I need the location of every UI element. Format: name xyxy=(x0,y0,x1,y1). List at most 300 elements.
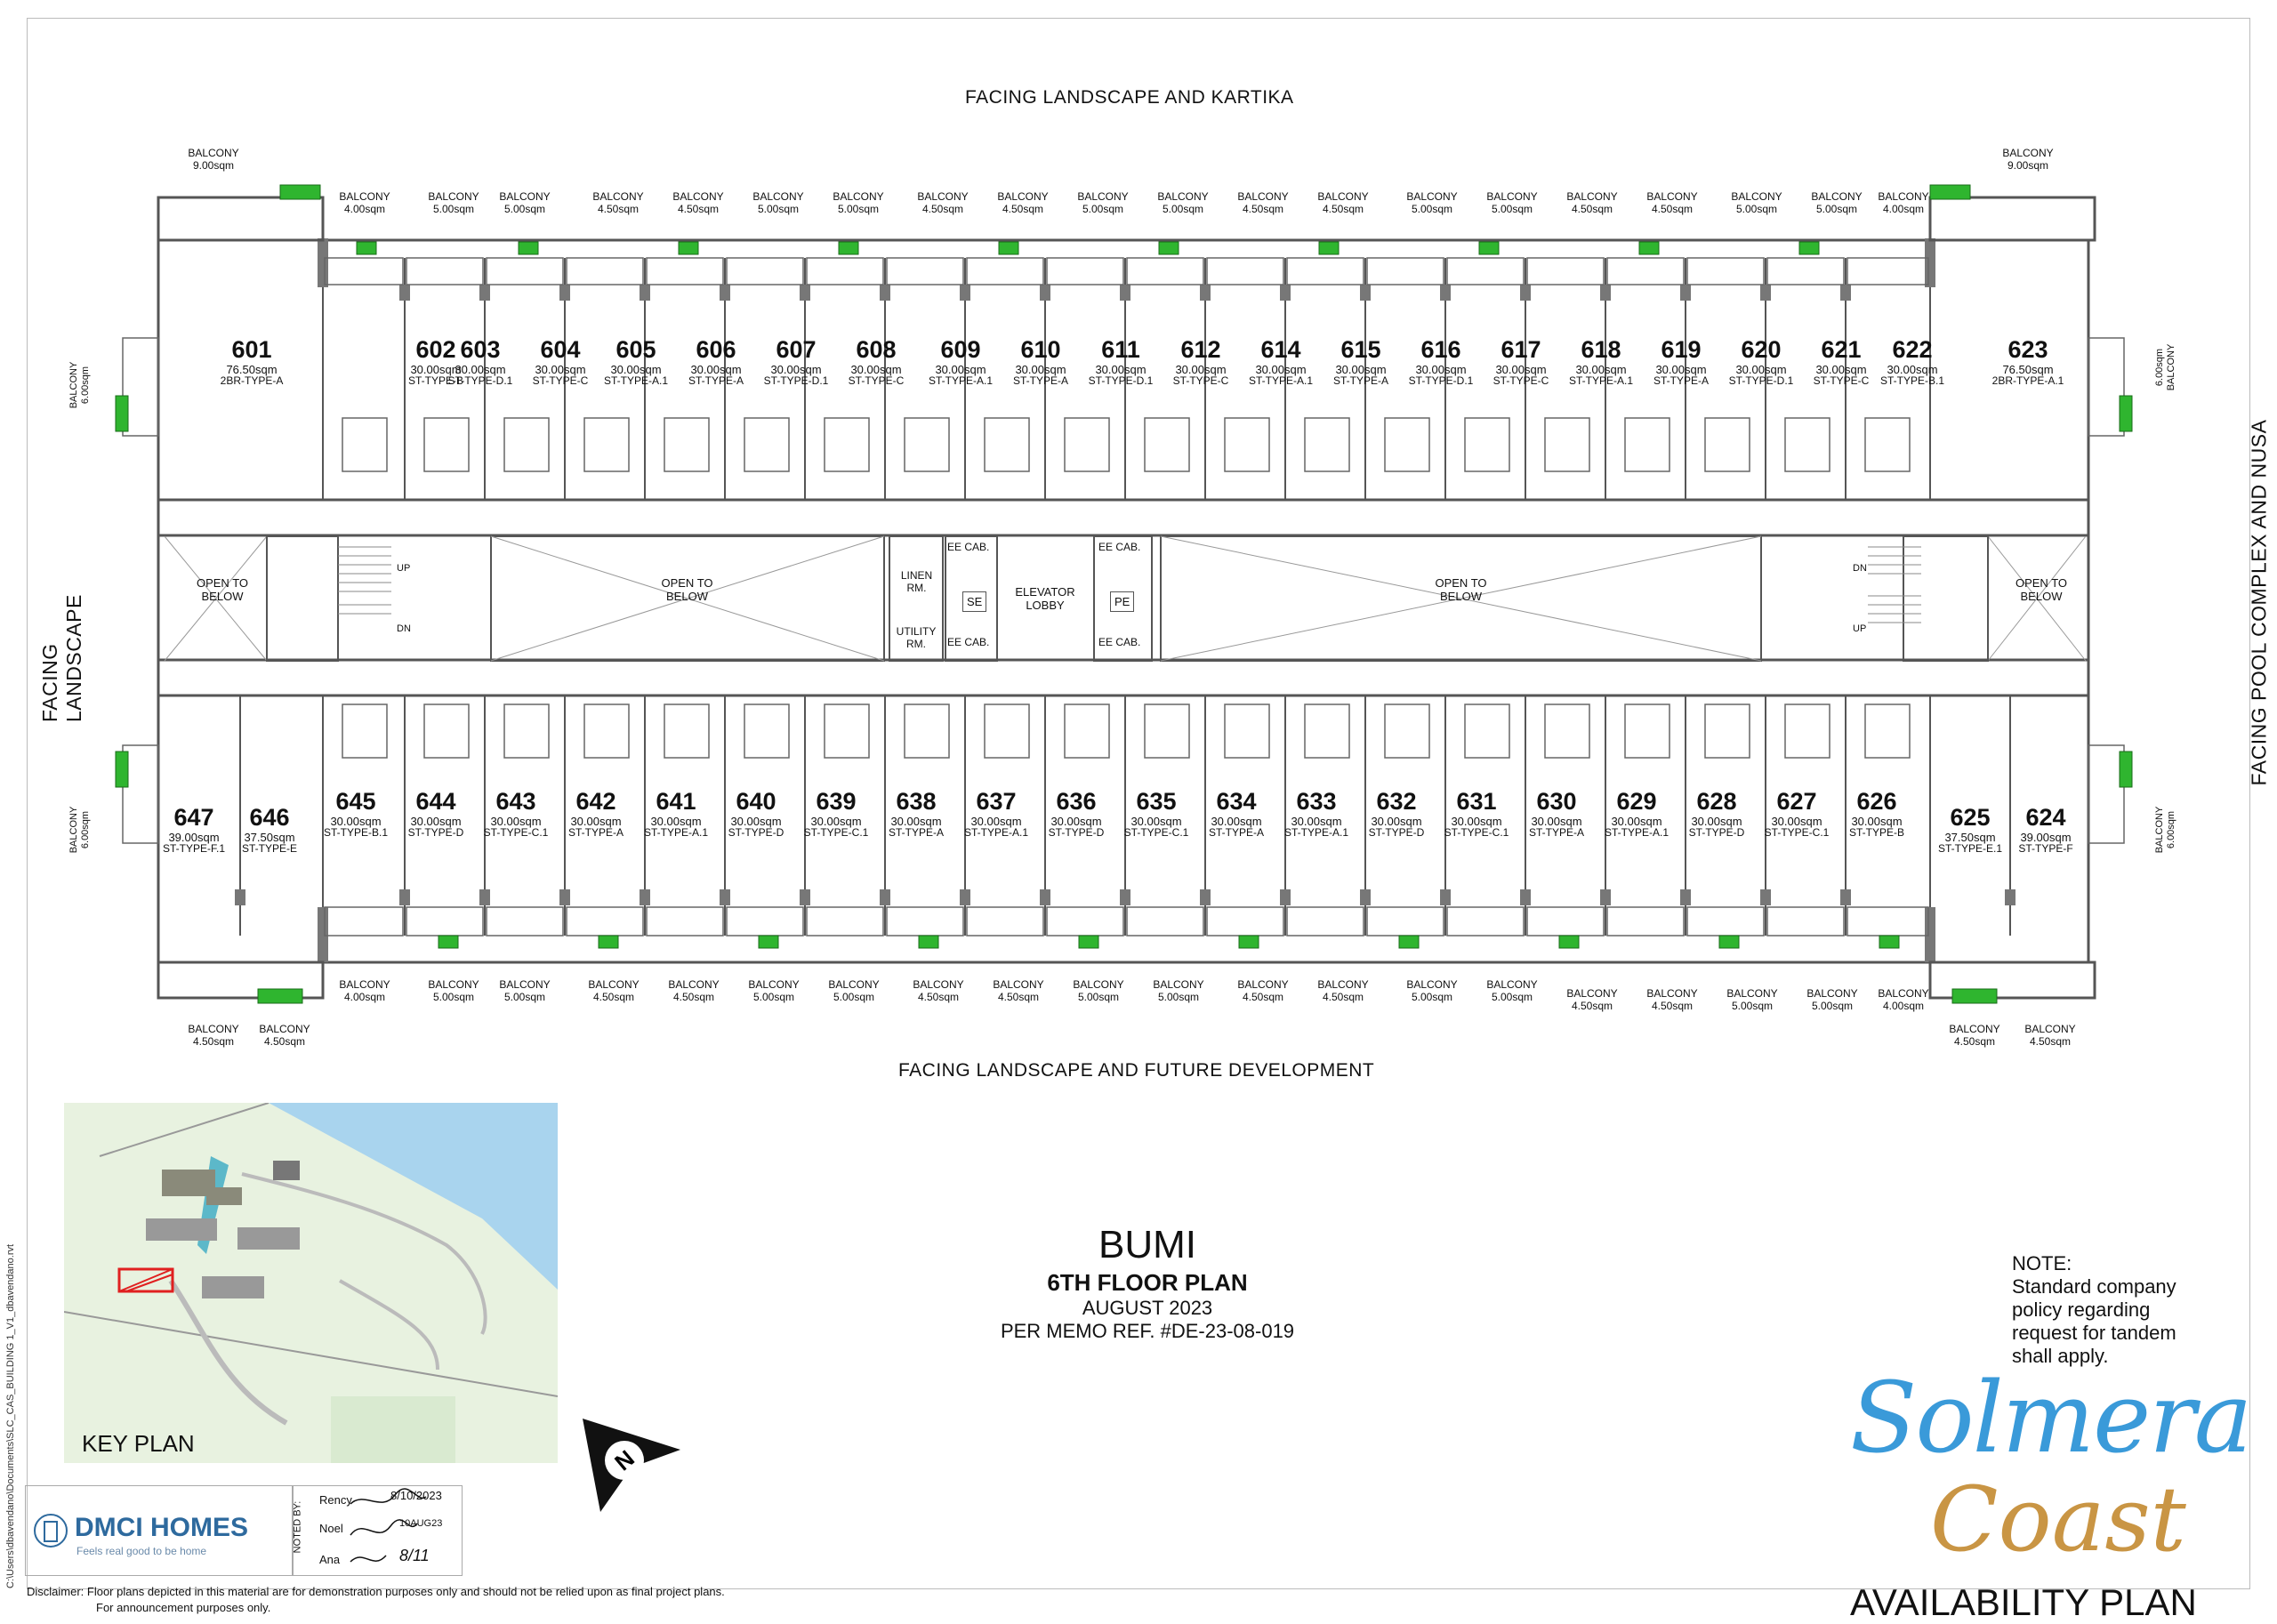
balcony-word: BALCONY xyxy=(2024,1023,2076,1035)
column xyxy=(479,889,490,905)
unit-number: 623 xyxy=(2007,336,2048,363)
utility-room-label: UTILITY RM. xyxy=(896,625,937,650)
unit-number: 647 xyxy=(173,804,214,831)
balcony-word: BALCONY xyxy=(1153,978,1204,991)
balcony-outline xyxy=(887,907,963,936)
ee-cab-4: EE CAB. xyxy=(1098,636,1141,648)
unit-type: ST-TYPE-D.1 xyxy=(1728,374,1794,387)
balcony-area: 5.00sqm xyxy=(837,203,880,215)
toilet-block xyxy=(1545,418,1589,471)
balcony-outline xyxy=(1767,907,1844,936)
balcony-outline xyxy=(487,907,563,936)
balcony-outline xyxy=(1687,907,1764,936)
balcony-area: 5.00sqm xyxy=(1162,203,1204,215)
unit-type: ST-TYPE-A xyxy=(1332,374,1388,387)
column xyxy=(720,889,730,905)
toilet-block xyxy=(1865,704,1910,758)
balcony-outline xyxy=(1607,907,1684,936)
unit-type: ST-TYPE-A xyxy=(1528,826,1584,839)
column xyxy=(1600,285,1611,301)
unit-type: ST-TYPE-A.1 xyxy=(643,826,709,839)
toilet-block xyxy=(504,418,549,471)
column xyxy=(1760,889,1771,905)
balcony-left-top-label: BALCONY 6.00sqm xyxy=(68,361,91,409)
unit-type: ST-TYPE-C.1 xyxy=(1123,826,1189,839)
balcony-area: 5.00sqm xyxy=(1411,991,1453,1003)
toilet-block xyxy=(584,418,629,471)
planter xyxy=(1719,936,1739,948)
unit-number: 617 xyxy=(1501,336,1541,363)
balcony-word: BALCONY xyxy=(1317,978,1369,991)
column xyxy=(640,889,650,905)
unit-area: 30.00sqm xyxy=(1771,815,1822,828)
unit-number: 616 xyxy=(1420,336,1461,363)
planter xyxy=(1159,242,1179,254)
balcony-area: 5.00sqm xyxy=(1491,991,1533,1003)
balcony-label xyxy=(1868,190,1939,215)
balcony-word: BALCONY xyxy=(1077,190,1129,203)
balcony-label xyxy=(418,190,489,215)
balcony-area: 4.50sqm xyxy=(192,1035,235,1048)
balcony-word: BALCONY xyxy=(428,978,479,991)
elevator-lobby-label: ELEVATOR LOBBY xyxy=(1015,585,1075,612)
unit-number: 610 xyxy=(1020,336,1061,363)
balcony-area: 4.50sqm xyxy=(917,991,960,1003)
title-block xyxy=(925,1223,1370,1343)
ee-cab-2: EE CAB. xyxy=(947,636,990,648)
balcony-area: 5.00sqm xyxy=(503,203,546,215)
coast-logo: Coast xyxy=(1930,1467,2186,1572)
toilet-block xyxy=(664,704,709,758)
toilet-block xyxy=(744,418,789,471)
balcony-word: BALCONY xyxy=(1406,190,1458,203)
dmci-logo-icon xyxy=(33,1513,68,1548)
column xyxy=(960,285,970,301)
balcony-label xyxy=(987,190,1058,215)
balcony-outline xyxy=(967,258,1043,285)
balcony-outline xyxy=(967,907,1043,936)
unit-type: ST-TYPE-A xyxy=(567,826,624,839)
balcony-label xyxy=(1067,190,1138,215)
balcony-word: BALCONY xyxy=(668,978,720,991)
unit-area: 30.00sqm xyxy=(1211,815,1262,828)
toilet-block xyxy=(342,704,387,758)
column xyxy=(559,889,570,905)
toilet-block xyxy=(1465,704,1509,758)
unit-area: 30.00sqm xyxy=(1575,363,1627,376)
unit-type: ST-TYPE-A xyxy=(1208,826,1264,839)
unit-area: 30.00sqm xyxy=(1851,815,1903,828)
unit-area: 76.50sqm xyxy=(226,363,278,376)
unit-number: 614 xyxy=(1260,336,1301,363)
unit-area: 30.00sqm xyxy=(455,363,506,376)
unit-type: ST-TYPE-A.1 xyxy=(603,374,669,387)
unit-number: 604 xyxy=(540,336,581,363)
dmci-name: DMCI HOMES xyxy=(75,1513,248,1542)
unit-area: 30.00sqm xyxy=(410,815,462,828)
column xyxy=(1120,285,1130,301)
ee-cab-3: EE CAB. xyxy=(1098,541,1141,553)
balcony-area: 9.00sqm xyxy=(192,159,235,172)
column xyxy=(479,285,490,301)
unit-area: 30.00sqm xyxy=(970,815,1022,828)
unit-type: ST-TYPE-A xyxy=(688,374,744,387)
balcony-outline xyxy=(1287,258,1364,285)
balcony-outline xyxy=(1847,258,1928,285)
column xyxy=(1680,285,1691,301)
facing-right-label: FACING POOL COMPLEX AND NUSA xyxy=(2247,419,2271,786)
toilet-block xyxy=(985,418,1029,471)
column xyxy=(800,285,810,301)
site-map xyxy=(64,1103,558,1463)
balcony-outline xyxy=(1847,907,1928,936)
balcony-outline xyxy=(487,258,563,285)
toilet-block xyxy=(1465,418,1509,471)
toilet-block xyxy=(1785,418,1830,471)
balcony-word: BALCONY xyxy=(1237,978,1289,991)
unit-number: 638 xyxy=(896,788,937,815)
balcony-area: 5.00sqm xyxy=(1157,991,1200,1003)
unit-area: 30.00sqm xyxy=(1611,815,1662,828)
signoff-block xyxy=(292,1485,463,1576)
toilet-block xyxy=(504,704,549,758)
balcony-label xyxy=(1063,978,1134,1003)
unit-number: 602 xyxy=(415,336,456,363)
planter xyxy=(759,936,778,948)
balcony-label xyxy=(743,190,814,215)
stair-up-right: UP xyxy=(1853,623,1867,634)
dmci-block xyxy=(25,1485,294,1576)
toilet-block xyxy=(664,418,709,471)
balcony-word: BALCONY xyxy=(1806,987,1858,1000)
balcony-label xyxy=(1143,978,1214,1003)
balcony-word: BALCONY xyxy=(1878,987,1929,1000)
solmera-logo: Solmera xyxy=(1850,1361,2251,1475)
balcony-outline xyxy=(325,907,403,936)
balcony-area: 9.00sqm xyxy=(2007,159,2049,172)
planter xyxy=(1079,936,1098,948)
unit-number: 637 xyxy=(976,788,1017,815)
planter xyxy=(1559,936,1579,948)
unit-type: ST-TYPE-C xyxy=(1172,374,1229,387)
toilet-block xyxy=(1625,704,1670,758)
toilet-block xyxy=(1145,704,1189,758)
balcony-area: 5.00sqm xyxy=(752,991,795,1003)
balcony-label xyxy=(818,978,889,1003)
balcony-label xyxy=(1868,987,1939,1012)
balcony-label xyxy=(1557,987,1628,1012)
unit-number: 633 xyxy=(1296,788,1337,815)
balcony-label xyxy=(1721,190,1792,215)
balcony-outline xyxy=(887,258,963,285)
balcony-outline xyxy=(647,258,723,285)
toilet-block xyxy=(1305,418,1349,471)
unit-area: 30.00sqm xyxy=(1050,815,1102,828)
unit-type: ST-TYPE-D xyxy=(728,826,784,839)
balcony-outline xyxy=(1527,907,1604,936)
unit-type: ST-TYPE-B xyxy=(407,374,463,387)
toilet-block xyxy=(905,704,949,758)
balcony-word: BALCONY xyxy=(1566,987,1618,1000)
unit-area: 30.00sqm xyxy=(1451,815,1502,828)
balcony-label xyxy=(1557,190,1628,215)
unit-type: ST-TYPE-D xyxy=(407,826,464,839)
dmci-tagline: Feels real good to be home xyxy=(76,1545,207,1557)
unit-area: 30.00sqm xyxy=(850,363,902,376)
disclaimer-line: For announcement purposes only. xyxy=(96,1601,271,1614)
balcony-outline xyxy=(406,258,483,285)
balcony-label xyxy=(583,190,654,215)
column xyxy=(1840,285,1851,301)
unit-type: ST-TYPE-A.1 xyxy=(928,374,994,387)
note-heading: NOTE: xyxy=(2012,1252,2072,1274)
unit-number: 632 xyxy=(1376,788,1417,815)
balcony-word: BALCONY xyxy=(592,190,644,203)
unit-area: 76.50sqm xyxy=(2002,363,2054,376)
balcony-label xyxy=(418,978,489,1003)
balcony-area: 5.00sqm xyxy=(1731,1000,1774,1012)
balcony-label xyxy=(1476,190,1548,215)
column xyxy=(1040,285,1050,301)
unit-type: ST-TYPE-E.1 xyxy=(1937,842,2003,855)
balcony-outline xyxy=(1207,258,1283,285)
column xyxy=(1600,889,1611,905)
column xyxy=(1760,285,1771,301)
balcony-area: 5.00sqm xyxy=(1491,203,1533,215)
unit-type: ST-TYPE-D.1 xyxy=(1088,374,1154,387)
balcony-outline xyxy=(1527,258,1604,285)
unit-number: 608 xyxy=(856,336,897,363)
column xyxy=(800,889,810,905)
open-to-below-center-left: OPEN TO BELOW xyxy=(661,576,713,603)
unit-area: 37.50sqm xyxy=(1944,831,1996,844)
file-path: C:\Users\dbavendano\Documents\SLC_CAS_BUILDING 1_V1_dbavendano.rvt xyxy=(5,1243,16,1588)
signoff-date: 8/10/2023 xyxy=(390,1489,442,1502)
balcony-outline xyxy=(1447,907,1524,936)
unit-number: 609 xyxy=(940,336,981,363)
facing-top-label: FACING LANDSCAPE AND KARTIKA xyxy=(965,87,1294,108)
column xyxy=(960,889,970,905)
column xyxy=(235,889,245,905)
balcony-outline xyxy=(1047,258,1123,285)
signoff-date: 8/11 xyxy=(399,1547,430,1564)
toilet-block xyxy=(825,704,869,758)
balcony-outline xyxy=(727,258,803,285)
facing-bottom-label: FACING LANDSCAPE AND FUTURE DEVELOPMENT xyxy=(898,1060,1375,1081)
unit-type: ST-TYPE-B xyxy=(1848,826,1904,839)
balcony-label xyxy=(178,147,249,172)
column xyxy=(1840,889,1851,905)
unit-type: ST-TYPE-A.1 xyxy=(1568,374,1634,387)
building-name: BUMI xyxy=(1098,1223,1196,1266)
balcony-word: BALCONY xyxy=(259,1023,310,1035)
balcony-label xyxy=(1992,147,2064,172)
stair-dn-right: DN xyxy=(1853,563,1867,574)
balcony-left-bottom-label: BALCONY 6.00sqm xyxy=(68,806,91,854)
column xyxy=(1440,889,1451,905)
column xyxy=(559,285,570,301)
unit-type: ST-TYPE-C.1 xyxy=(1444,826,1509,839)
unit-area: 30.00sqm xyxy=(1887,363,1938,376)
balcony-word: BALCONY xyxy=(339,978,390,991)
toilet-block xyxy=(1865,418,1910,471)
balcony-outline xyxy=(1367,907,1444,936)
toilet-block xyxy=(584,704,629,758)
column xyxy=(318,907,328,962)
unit-area: 30.00sqm xyxy=(1371,815,1422,828)
balcony-label xyxy=(738,978,809,1003)
balcony-word: BALCONY xyxy=(1406,978,1458,991)
column xyxy=(1520,285,1531,301)
balcony-area: 4.00sqm xyxy=(1882,203,1925,215)
balcony-word: BALCONY xyxy=(1726,987,1778,1000)
balcony-area: 5.00sqm xyxy=(833,991,875,1003)
unit-number: 607 xyxy=(776,336,817,363)
unit-area: 37.50sqm xyxy=(244,831,295,844)
balcony-word: BALCONY xyxy=(748,978,800,991)
unit-number: 619 xyxy=(1661,336,1702,363)
column xyxy=(1925,907,1935,962)
balcony-label xyxy=(1227,978,1299,1003)
balcony-area: 4.50sqm xyxy=(1242,203,1284,215)
planter xyxy=(839,242,858,254)
disclaimer-line: Disclaimer: Floor plans depicted in this material are for demonstration purposes only and should not be relied upon as final project plans. xyxy=(27,1585,725,1598)
column xyxy=(1120,889,1130,905)
balcony-word: BALCONY xyxy=(913,978,964,991)
unit-area: 30.00sqm xyxy=(1015,363,1066,376)
balcony-word: BALCONY xyxy=(339,190,390,203)
balcony-outline xyxy=(325,258,403,285)
column xyxy=(1360,889,1371,905)
balcony-area: 5.00sqm xyxy=(1082,203,1124,215)
balcony-label xyxy=(1307,190,1379,215)
unit-number: 618 xyxy=(1581,336,1621,363)
planter xyxy=(1399,936,1419,948)
balcony-word: BALCONY xyxy=(997,190,1049,203)
balcony-label xyxy=(1637,190,1708,215)
unit-number: 631 xyxy=(1456,788,1497,815)
balcony-word: BALCONY xyxy=(1157,190,1209,203)
balcony-label xyxy=(249,1023,320,1048)
balcony-word: BALCONY xyxy=(1486,190,1538,203)
passenger-elevator-label: PE xyxy=(1110,591,1134,612)
balcony-word: BALCONY xyxy=(672,190,724,203)
unit-area: 30.00sqm xyxy=(1415,363,1467,376)
balcony-area: 4.50sqm xyxy=(1953,1035,1996,1048)
signoff-date: 10AUG23 xyxy=(399,1518,443,1529)
column xyxy=(318,238,328,287)
service-elevator-label: SE xyxy=(962,591,986,612)
balcony-word: BALCONY xyxy=(752,190,804,203)
unit-type: ST-TYPE-A.1 xyxy=(963,826,1029,839)
note-line: request for tandem xyxy=(2012,1322,2176,1344)
toilet-block xyxy=(985,704,1029,758)
balcony-word: BALCONY xyxy=(833,190,884,203)
column xyxy=(640,285,650,301)
balcony-word: BALCONY xyxy=(828,978,880,991)
balcony-word: BALCONY xyxy=(499,190,551,203)
unit-type: ST-TYPE-A.1 xyxy=(1283,826,1349,839)
unit-area: 30.00sqm xyxy=(935,363,986,376)
unit-number: 612 xyxy=(1180,336,1221,363)
balcony-outline xyxy=(567,907,643,936)
column xyxy=(1200,285,1211,301)
unit-number: 601 xyxy=(231,336,272,363)
svg-text:N: N xyxy=(609,1444,640,1476)
balcony-word: BALCONY xyxy=(188,147,239,159)
balcony-area: 5.00sqm xyxy=(757,203,800,215)
balcony-word: BALCONY xyxy=(1731,190,1782,203)
unit-area: 30.00sqm xyxy=(1691,815,1742,828)
balcony-label xyxy=(1227,190,1299,215)
balcony-label xyxy=(1797,987,1868,1012)
toilet-block xyxy=(1065,418,1109,471)
unit-type: ST-TYPE-A xyxy=(888,826,944,839)
column xyxy=(1925,238,1935,287)
unit-area: 30.00sqm xyxy=(1130,815,1182,828)
unit-type: ST-TYPE-E xyxy=(241,842,297,855)
column xyxy=(1360,285,1371,301)
planter xyxy=(1319,242,1339,254)
balcony-right-top-label: 6.00sqm BALCONY xyxy=(2154,343,2176,391)
unit-type: 2BR-TYPE-A.1 xyxy=(1991,374,2064,387)
balcony-area: 5.00sqm xyxy=(432,203,475,215)
balcony-label xyxy=(1801,190,1872,215)
toilet-block xyxy=(342,418,387,471)
balcony-label xyxy=(329,190,400,215)
note-line: shall apply. xyxy=(2012,1345,2109,1367)
column xyxy=(1040,889,1050,905)
column xyxy=(1280,889,1291,905)
unit-type: ST-TYPE-A xyxy=(1653,374,1709,387)
stair-up-left: UP xyxy=(397,563,411,574)
unit-number: 605 xyxy=(616,336,656,363)
column xyxy=(399,889,410,905)
unit-number: 634 xyxy=(1216,788,1257,815)
balcony-word: BALCONY xyxy=(1646,987,1698,1000)
column xyxy=(880,889,890,905)
balcony-outline xyxy=(1287,907,1364,936)
memo-ref: PER MEMO REF. #DE-23-08-019 xyxy=(1000,1320,1295,1342)
unit-area: 30.00sqm xyxy=(410,363,462,376)
signoff-name: Noel xyxy=(319,1522,343,1535)
note-line: Standard company xyxy=(2012,1275,2176,1298)
unit-area: 30.00sqm xyxy=(610,363,662,376)
unit-number: 635 xyxy=(1136,788,1177,815)
balcony-label xyxy=(823,190,894,215)
unit-number: 645 xyxy=(335,788,376,815)
balcony-outline xyxy=(1207,907,1283,936)
planter xyxy=(919,936,938,948)
unit-number: 646 xyxy=(249,804,290,831)
unit-area: 30.00sqm xyxy=(1335,363,1387,376)
balcony-area: 4.00sqm xyxy=(343,203,386,215)
balcony-outline xyxy=(807,907,883,936)
unit-number: 628 xyxy=(1696,788,1737,815)
balcony-label xyxy=(663,190,734,215)
signoff-name: Ana xyxy=(319,1553,341,1566)
column xyxy=(720,285,730,301)
balcony-area: 5.00sqm xyxy=(1815,203,1858,215)
plan-date: AUGUST 2023 xyxy=(1082,1297,1213,1319)
unit-type: ST-TYPE-D xyxy=(1688,826,1745,839)
unit-number: 627 xyxy=(1776,788,1817,815)
unit-number: 615 xyxy=(1340,336,1381,363)
planter xyxy=(1639,242,1659,254)
unit-area: 30.00sqm xyxy=(535,363,586,376)
key-plan-label: KEY PLAN xyxy=(82,1430,195,1457)
balcony-area: 4.50sqm xyxy=(997,991,1040,1003)
